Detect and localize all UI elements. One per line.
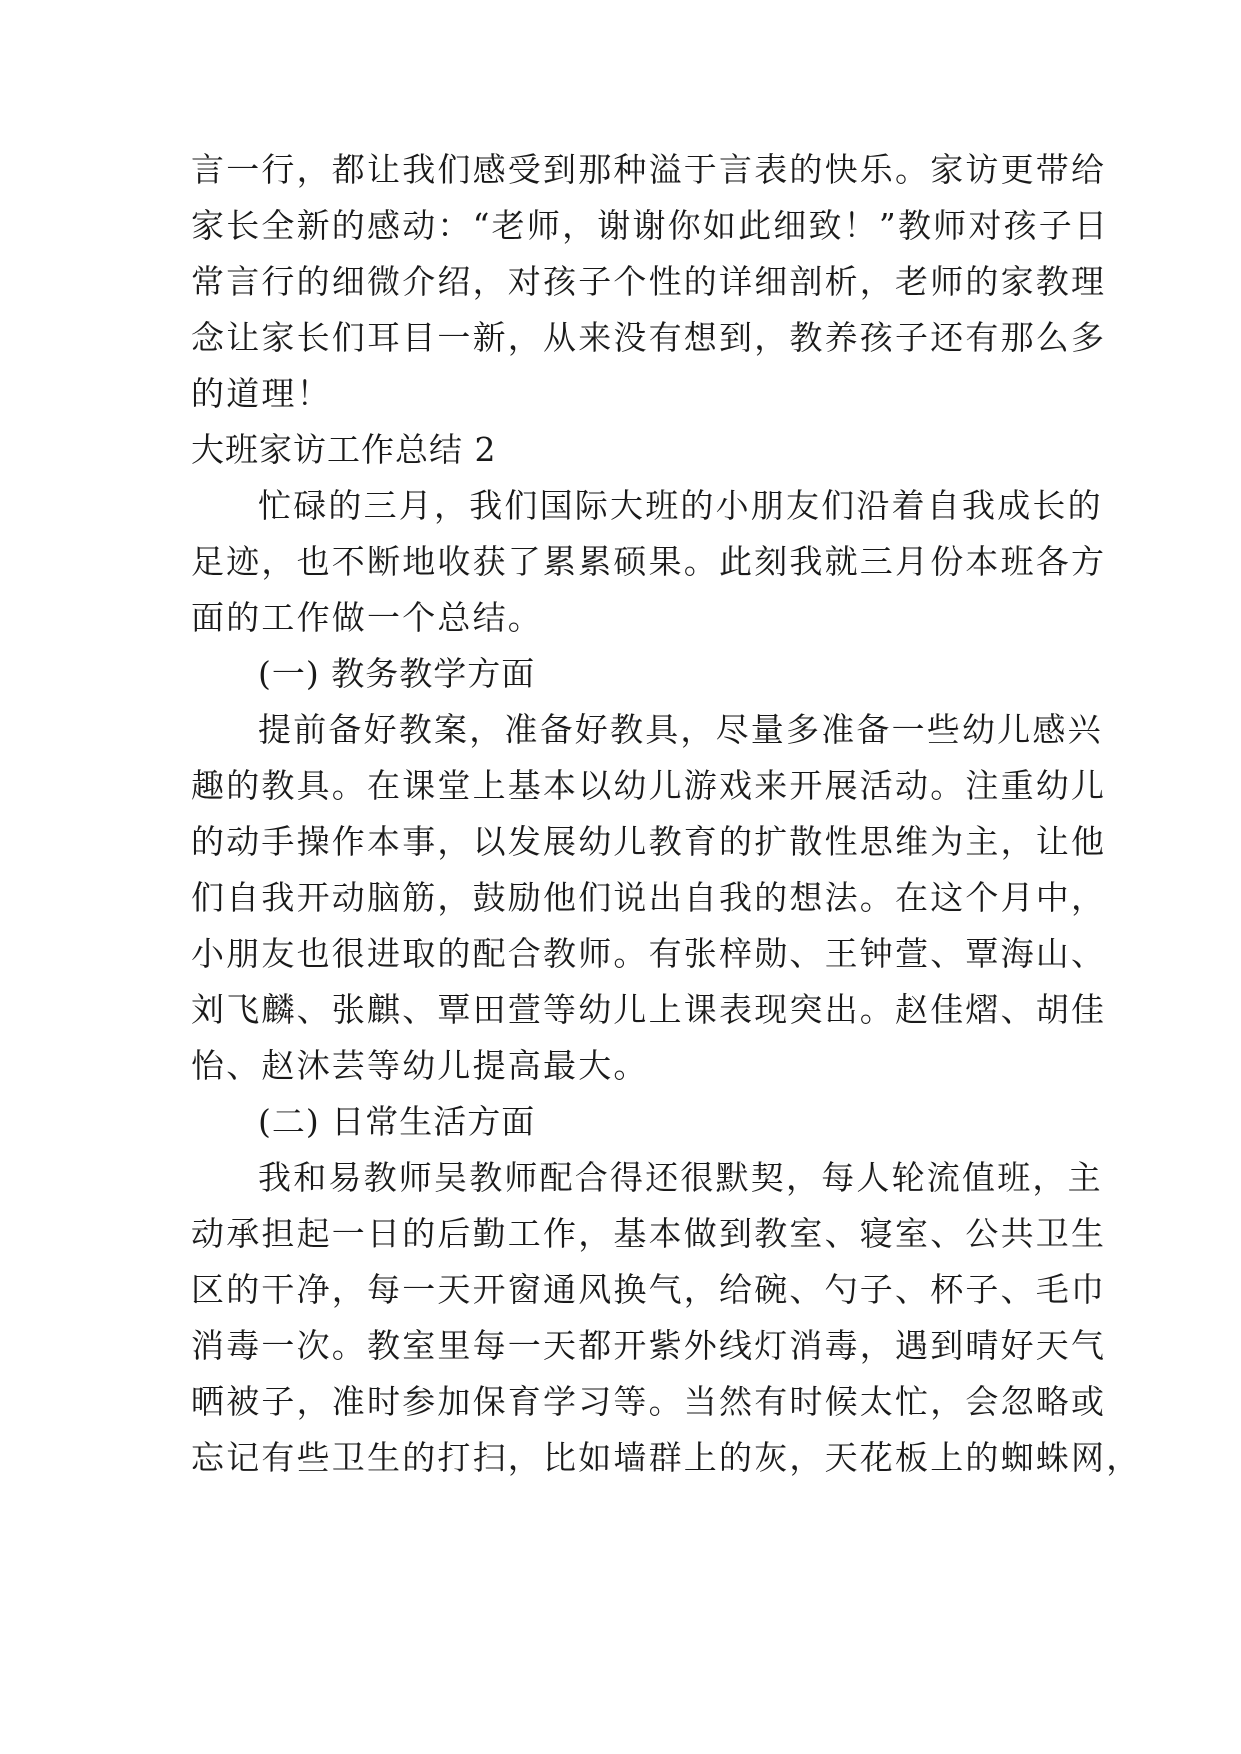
text-line: 小朋友也很进取的配合教师。有张梓勋、王钟萱、覃海山、 [191,934,1107,973]
text-line: 面的工作做一个总结。 [191,598,543,637]
text-line: 忙碌的三月，我们国际大班的小朋友们沿着自我成长的 [258,486,1103,525]
text-line: 怡、赵沐芸等幼儿提高最大。 [191,1046,649,1085]
text-line: 们自我开动脑筋，鼓励他们说出自我的想法。在这个月中， [191,878,1107,917]
text-line: 消毒一次。教室里每一天都开紫外线灯消毒，遇到晴好天气 [191,1326,1107,1365]
text-line: 忘记有些卫生的打扫，比如墙群上的灰，天花板上的蜘蛛网， [191,1438,1142,1477]
text-line: 趣的教具。在课堂上基本以幼儿游戏来开展活动。注重幼儿 [191,766,1107,805]
subsection-heading: (一) 教务教学方面 [258,654,536,693]
text-line: 言一行，都让我们感受到那种溢于言表的快乐。家访更带给 [191,150,1107,189]
text-line: 常言行的细微介绍，对孩子个性的详细剖析，老师的家教理 [191,262,1107,301]
text-line: 动承担起一日的后勤工作，基本做到教室、寝室、公共卫生 [191,1214,1107,1253]
text-line: 区的干净，每一天开窗通风换气，给碗、勺子、杯子、毛巾 [191,1270,1107,1309]
text-line: 我和易教师吴教师配合得还很默契，每人轮流值班，主 [258,1158,1103,1197]
text-line: 家长全新的感动：“老师，谢谢你如此细致！”教师对孩子日 [191,206,1110,245]
text-line: 的道理！ [191,374,332,413]
section-title: 大班家访工作总结 2 [191,430,497,469]
text-line: 的动手操作本事，以发展幼儿教育的扩散性思维为主，让他 [191,822,1107,861]
text-line: 晒被子，准时参加保育学习等。当然有时候太忙，会忽略或 [191,1382,1107,1421]
subsection-heading: (二) 日常生活方面 [258,1102,536,1141]
text-line: 足迹，也不断地收获了累累硕果。此刻我就三月份本班各方 [191,542,1107,581]
text-line: 刘飞麟、张麒、覃田萱等幼儿上课表现突出。赵佳熠、胡佳 [191,990,1107,1029]
text-line: 念让家长们耳目一新，从来没有想到，教养孩子还有那么多 [191,318,1107,357]
text-line: 提前备好教案，准备好教具，尽量多准备一些幼儿感兴 [258,710,1103,749]
